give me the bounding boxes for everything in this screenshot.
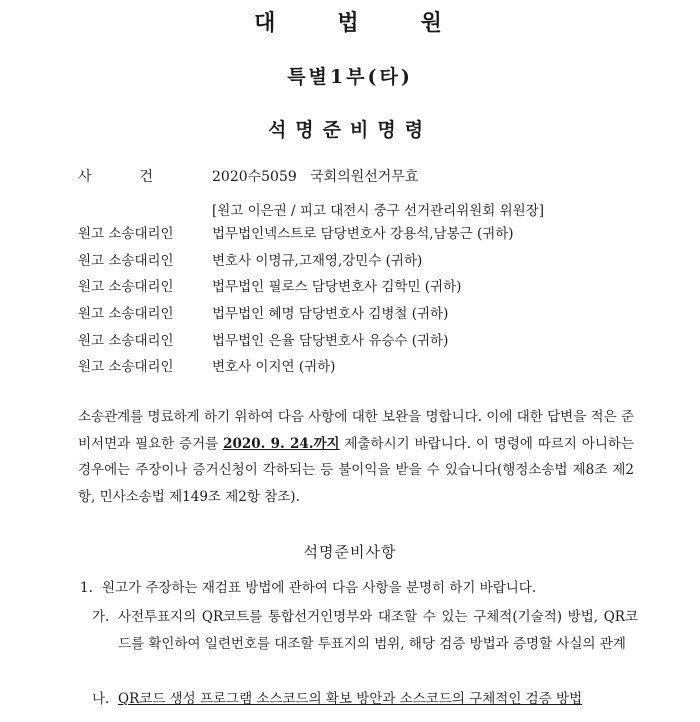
agent-row [78, 355, 514, 382]
case-row [78, 166, 418, 186]
agent-row [78, 329, 514, 356]
agent-row [78, 249, 514, 276]
document-title: 석명준비명령 [267, 119, 433, 141]
case-label: 사건 [78, 169, 202, 185]
agent-value: 변호사 이명규,고재영,강민수 (귀하) [212, 252, 423, 269]
case-number: 2020수5059 [212, 169, 297, 185]
item-1-number: 1. [80, 580, 93, 596]
agent-value: 법무법인 필로스 담당변호사 김학민 (귀하) [212, 279, 462, 296]
agent-label: 원고 소송대리인 [78, 226, 174, 242]
sub-item-ga-mark: 가. [92, 609, 110, 625]
order-body-text: 소송관계를 명료하게 하기 위하여 다음 사항에 대한 보완을 명합니다. 이에 대한 답변을 적은 준비서면과 필요한 증거를 [78, 409, 634, 452]
order-body-text-continued: 제출하시기 바랍니다. 이 명령에 따르지 아니하는 경우에는 주장이나 증거신청이 각하되는 등 불이익을 받을 수 있습니다(행정소송법 제8조 제2항, 민사소송법 제149조 제2항 참조). [78, 435, 634, 505]
section-title: 석명준비사항 [303, 543, 397, 561]
agent-row [78, 302, 514, 329]
sub-item-ga [92, 604, 638, 657]
order-body [78, 404, 634, 510]
sub-item-na-text: QR코드 생성 프로그램 소스코드의 확보 방안과 소스코드의 구체적인 검증 방법 [118, 691, 583, 707]
agent-label: 원고 소송대리인 [78, 252, 174, 269]
sub-item-na-mark: 나. [92, 691, 110, 707]
court-name: 대법원 [254, 10, 504, 36]
sub-item-na [92, 686, 638, 713]
agent-label: 원고 소송대리인 [78, 359, 174, 376]
case-name: 국회의원선거무효 [310, 169, 419, 185]
submission-deadline: 2020. 9. 24.까지 [223, 435, 340, 452]
item-1 [80, 576, 536, 596]
sub-item-ga-text: 사전투표지의 QR코트를 통합선거인명부와 대조할 수 있는 구체적(기술적) 방법, QR코드를 확인하여 일련번호를 대조할 투표지의 범위, 해당 검증 방법과 증명할 사실의 관계 [118, 609, 638, 652]
division-name: 특별1부(타) [287, 66, 413, 88]
agent-label: 원고 소송대리인 [78, 332, 174, 349]
agent-label: 원고 소송대리인 [78, 306, 174, 323]
agent-value: 법무법인 혜명 담당변호사 김병철 (귀하) [212, 306, 449, 323]
case-parties: [원고 이은권 / 피고 대전시 중구 선거관리위원회 위원장] [212, 203, 545, 219]
agent-list [78, 222, 514, 382]
item-1-text: 원고가 주장하는 재검표 방법에 관하여 다음 사항을 분명히 하기 바랍니다. [102, 580, 537, 596]
agent-row [78, 275, 514, 302]
agent-value: 법무법인넥스트로 담당변호사 강용석,남봉근 (귀하) [212, 226, 514, 242]
agent-label: 원고 소송대리인 [78, 279, 174, 296]
agent-value: 변호사 이지연 (귀하) [212, 359, 336, 376]
agent-row [78, 222, 514, 249]
agent-value: 법무법인 은율 담당변호사 유승수 (귀하) [212, 332, 449, 349]
